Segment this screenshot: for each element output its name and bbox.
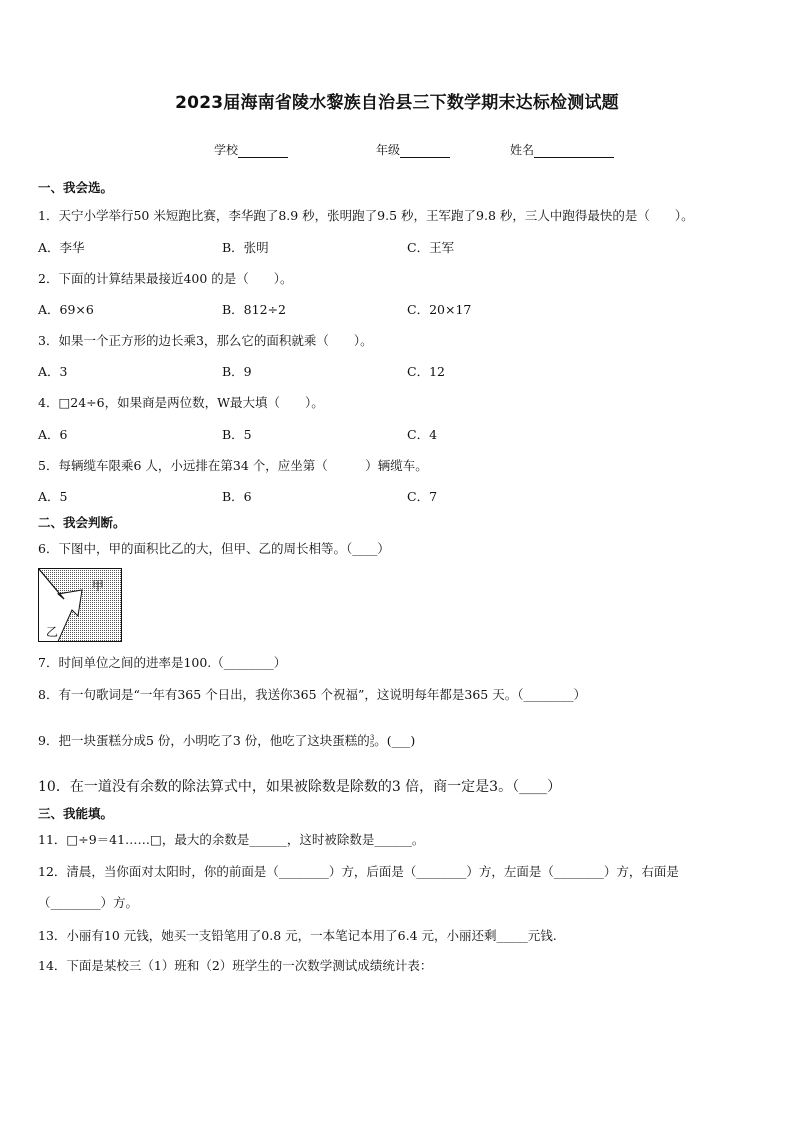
name-blank[interactable] [534, 144, 614, 158]
school-blank[interactable] [238, 144, 288, 158]
question-11: 11．□÷9＝41……□，最大的余数是______，这时被除数是______。 [38, 832, 425, 847]
question-7: 7．时间单位之间的进率是100.（________） [38, 655, 287, 670]
q6-figure-svg [38, 568, 122, 642]
school-field [214, 141, 288, 158]
student-info-row [0, 141, 794, 159]
section-heading-2: 二、我会判断。 [38, 515, 126, 530]
q6-label-jia: 甲 [92, 579, 105, 593]
section-heading-3: 三、我能填。 [38, 806, 114, 821]
school-label: 学校 [214, 143, 239, 157]
q2-option-b[interactable]: B．812÷2 [222, 302, 286, 317]
q4-option-c[interactable]: C．4 [407, 427, 438, 442]
question-2: 2．下面的计算结果最接近400 的是（ ）。 [38, 271, 293, 286]
grade-field [376, 141, 450, 158]
question-14: 14．下面是某校三（1）班和（2）班学生的一次数学测试成绩统计表： [38, 958, 433, 973]
q9-frac-num: 3 [369, 733, 375, 742]
q3-option-b[interactable]: B．9 [222, 364, 252, 379]
question-10: 10．在一道没有余数的除法算式中，如果被除数是除数的3 倍，商一定是3。（____） [38, 779, 562, 795]
q9-text-after: 。(___) [374, 733, 416, 748]
q6-label-yi: 乙 [46, 625, 59, 639]
q3-option-c[interactable]: C．12 [407, 364, 445, 379]
page-title: 2023届海南省陵水黎族自治县三下数学期末达标检测试题 [175, 93, 619, 113]
question-12-line-1: 12．清晨，当你面对太阳时，你的前面是（________）方，后面是（________）方，左面是（________）方，右面是 [38, 864, 679, 879]
question-4: 4．□24÷6，如果商是两位数，W最大填（ ）。 [38, 395, 324, 410]
q2-option-a[interactable]: A．69×6 [38, 302, 94, 317]
name-field [510, 141, 614, 158]
q9-text-before: 9．把一块蛋糕分成5 份，小明吃了3 份，他吃了这块蛋糕的 [38, 733, 370, 748]
q1-option-c[interactable]: C．王军 [407, 240, 455, 255]
q4-option-b[interactable]: B．5 [222, 427, 252, 442]
question-5: 5．每辆缆车限乘6 人，小远排在第34 个，应坐第（ ）辆缆车。 [38, 458, 428, 473]
name-label: 姓名 [510, 143, 535, 157]
q5-option-b[interactable]: B．6 [222, 489, 252, 504]
q1-option-a[interactable]: A．李华 [38, 240, 85, 255]
question-6: 6．下图中，甲的面积比乙的大，但甲、乙的周长相等。（____） [38, 541, 390, 556]
q2-option-c[interactable]: C．20×17 [407, 302, 472, 317]
question-1: 1．天宁小学举行50 米短跑比赛，李华跑了8.9 秒，张明跑了9.5 秒，王军跑了9.8 秒，三人中跑得最快的是（ ）。 [38, 208, 694, 223]
q9-frac-den: 5 [369, 740, 375, 749]
question-8: 8．有一句歌词是“一年有365 个日出，我送你365 个祝福”，这说明每年都是365 天。（________） [38, 687, 586, 702]
grade-blank[interactable] [400, 144, 450, 158]
section-heading-1: 一、我会选。 [38, 180, 114, 195]
grade-label: 年级 [376, 143, 401, 157]
q5-option-a[interactable]: A．5 [38, 489, 68, 504]
question-13: 13．小丽有10 元钱，她买一支铅笔用了0.8 元，一本笔记本用了6.4 元，小丽还剩_____元钱. [38, 928, 557, 943]
question-3: 3．如果一个正方形的边长乘3，那么它的面积就乘（ ）。 [38, 333, 373, 348]
q5-option-c[interactable]: C．7 [407, 489, 438, 504]
q6-figure [38, 568, 122, 642]
q1-option-b[interactable]: B．张明 [222, 240, 269, 255]
question-12-line-2: （________）方。 [38, 895, 139, 910]
q3-option-a[interactable]: A．3 [38, 364, 68, 379]
question-9 [38, 733, 415, 749]
q4-option-a[interactable]: A．6 [38, 427, 68, 442]
